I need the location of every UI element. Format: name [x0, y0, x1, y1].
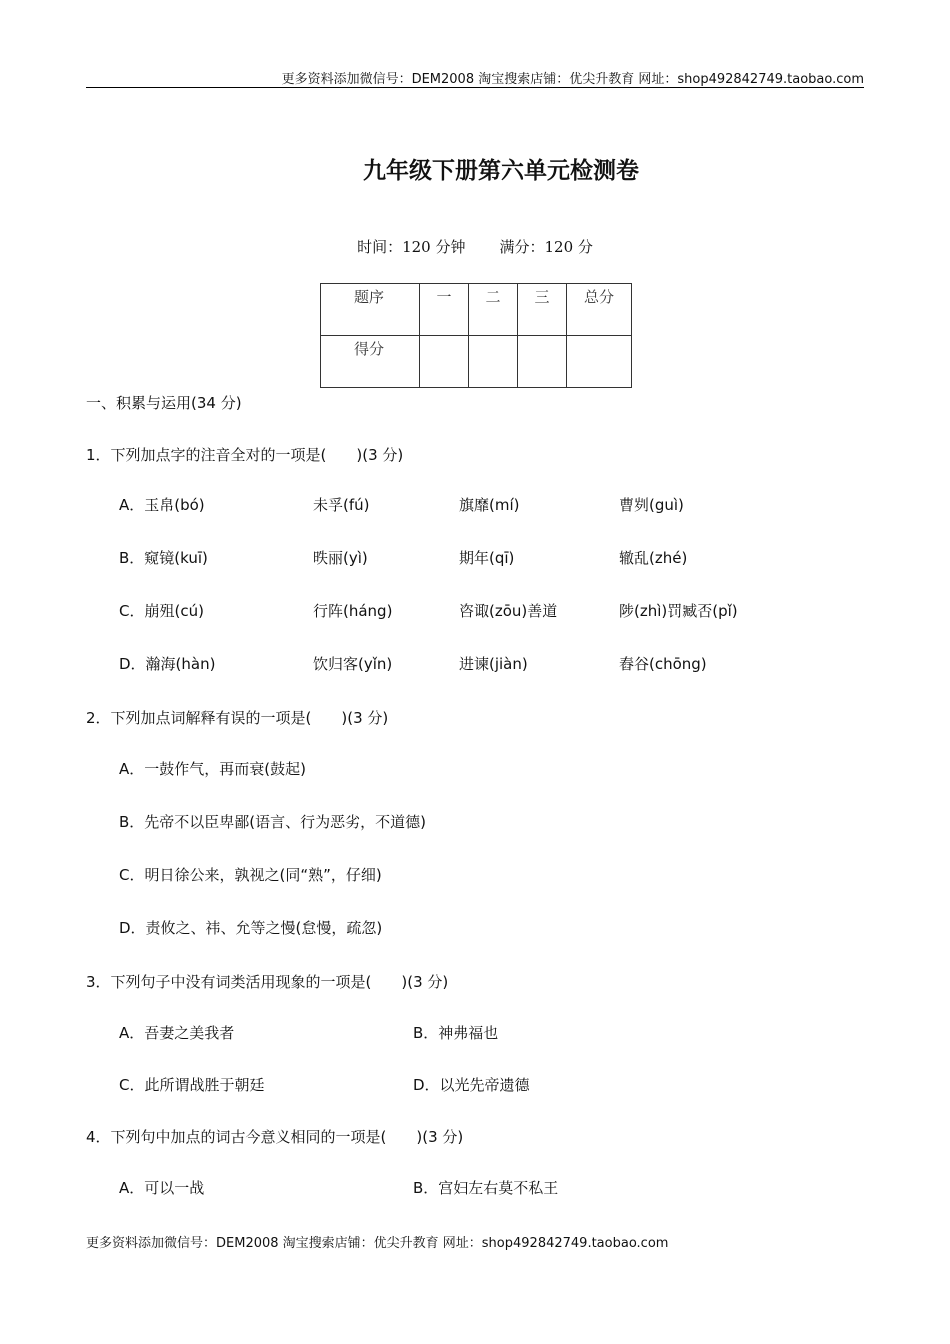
q1-option-d-1: D．瀚海(hàn)	[119, 655, 216, 673]
page-header: 更多资料添加微信号：DEM2008 淘宝搜索店铺：优尖升教育 网址：shop492842749.taobao.com	[281, 72, 864, 87]
q3-option-b: B．神弗福也	[413, 1024, 499, 1042]
question-4-stem: 4．下列句中加点的词古今意义相同的一项是( )(3 分)	[86, 1128, 464, 1146]
score-table-header-row	[321, 284, 632, 336]
q1-option-b-2: 昳丽(yì)	[313, 549, 368, 567]
q2-option-a: A．一鼓作气，再而衰(鼓起)	[119, 760, 306, 778]
question-3-stem: 3．下列句子中没有词类活用现象的一项是( )(3 分)	[86, 973, 449, 991]
score-input-2	[469, 336, 518, 388]
score-table	[320, 283, 632, 388]
score-input-1	[420, 336, 469, 388]
exam-time: 时间：120 分钟	[357, 238, 466, 256]
q1-option-b-1: B．窥镜(kuī)	[119, 549, 208, 567]
score-input-total	[567, 336, 632, 388]
q3-option-c: C．此所谓战胜于朝廷	[119, 1076, 265, 1094]
q1-option-a-4: 曹刿(guì)	[619, 496, 684, 514]
header-rule	[86, 87, 864, 88]
question-2-stem: 2．下列加点词解释有误的一项是( )(3 分)	[86, 709, 389, 727]
score-table-score-row	[321, 336, 632, 388]
q1-option-c-3: 咨诹(zōu)善道	[459, 602, 558, 620]
q4-option-b: B．宫妇左右莫不私王	[413, 1179, 559, 1197]
score-cell-total: 总分	[567, 284, 632, 336]
q1-option-d-3: 进谏(jiàn)	[459, 655, 528, 673]
q1-option-a-1: A．玉帛(bó)	[119, 496, 205, 514]
score-cell-3: 三	[518, 284, 567, 336]
q1-option-b-4: 辙乱(zhé)	[619, 549, 688, 567]
page-footer: 更多资料添加微信号：DEM2008 淘宝搜索店铺：优尖升教育 网址：shop492842749.taobao.com	[86, 1236, 669, 1251]
q1-option-a-2: 未孚(fú)	[313, 496, 370, 514]
score-row-label: 得分	[321, 336, 420, 388]
q2-option-b: B．先帝不以臣卑鄙(语言、行为恶劣，不道德)	[119, 813, 426, 831]
q1-option-c-4: 陟(zhì)罚臧否(pǐ)	[619, 602, 738, 620]
q2-option-d: D．责攸之、祎、允等之慢(怠慢，疏忽)	[119, 919, 383, 937]
q1-option-d-2: 饮归客(yǐn)	[313, 655, 393, 673]
q3-option-d: D．以光先帝遗德	[413, 1076, 530, 1094]
q1-option-c-1: C．崩殂(cú)	[119, 602, 204, 620]
score-cell-1: 一	[420, 284, 469, 336]
score-cell-label: 题序	[321, 284, 420, 336]
score-cell-2: 二	[469, 284, 518, 336]
score-input-3	[518, 336, 567, 388]
q1-option-c-2: 行阵(háng)	[313, 602, 393, 620]
q3-option-a: A．吾妻之美我者	[119, 1024, 235, 1042]
q1-option-d-4: 舂谷(chōng)	[619, 655, 707, 673]
exam-full-score: 满分：120 分	[499, 238, 593, 256]
q4-option-a: A．可以一战	[119, 1179, 205, 1197]
page-title: 九年级下册第六单元检测卷	[363, 157, 639, 184]
question-1-stem: 1．下列加点字的注音全对的一项是( )(3 分)	[86, 446, 404, 464]
q1-option-a-3: 旗靡(mí)	[459, 496, 520, 514]
q1-option-b-3: 期年(qī)	[459, 549, 515, 567]
exam-meta	[0, 236, 950, 257]
section-heading: 一、积累与运用(34 分)	[86, 394, 242, 412]
q2-option-c: C．明日徐公来，孰视之(同“熟”，仔细)	[119, 866, 382, 884]
